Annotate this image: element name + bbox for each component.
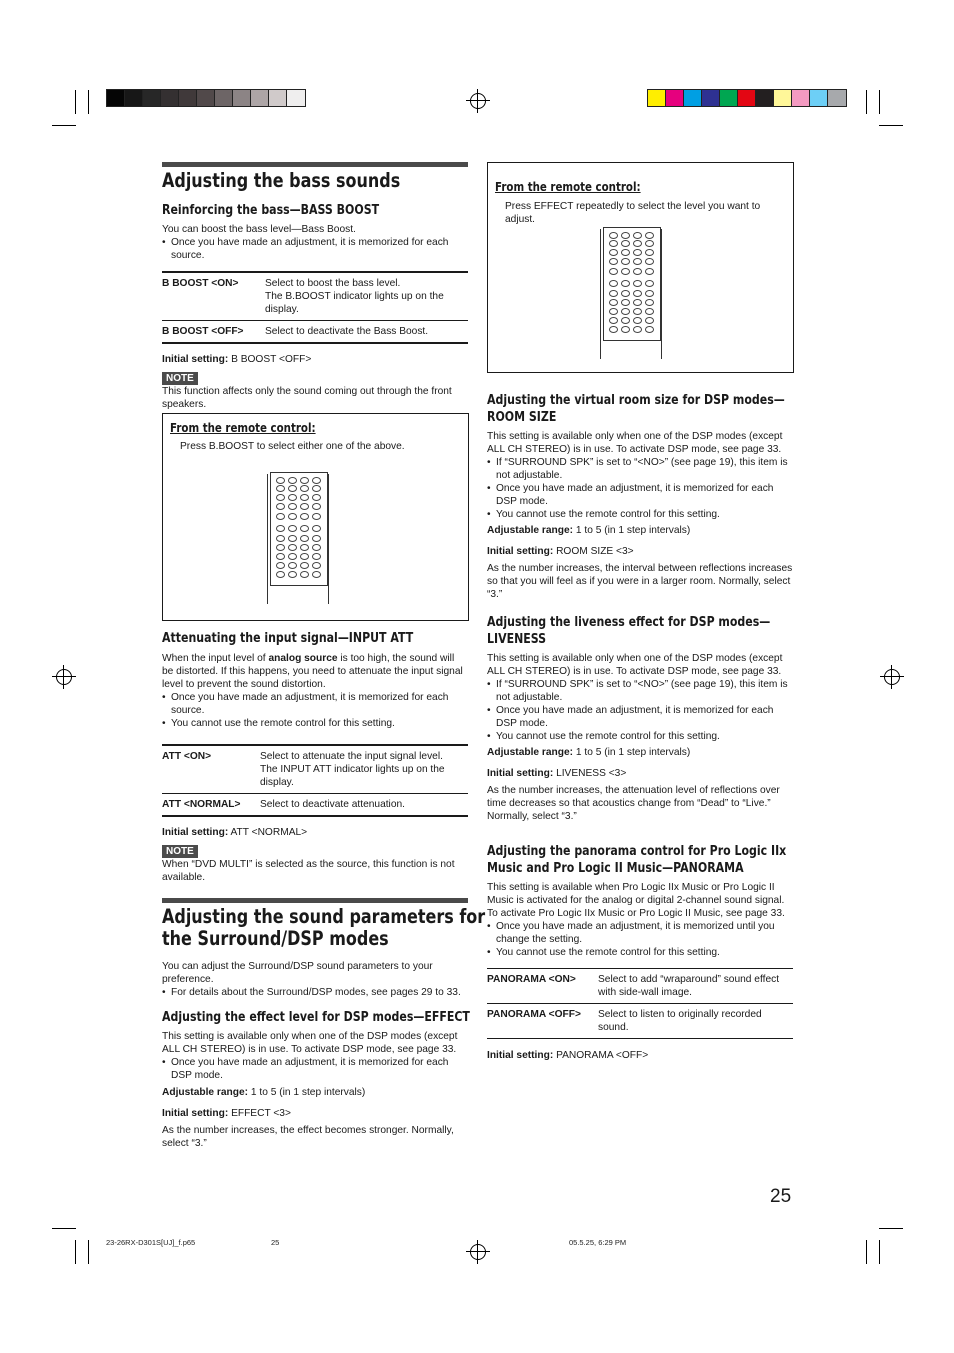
remote-button-icon: [312, 562, 321, 569]
att-note: When “DVD MULTI” is selected as the source, this function is not available.: [162, 859, 455, 883]
remote-button-icon: [609, 232, 618, 239]
liveness-bullet: • If “SURROUND SPK” is set to “<NO>” (see page 19), this item is not adjustable.: [487, 678, 793, 704]
panorama-bullet: • You cannot use the remote control for this setting.: [487, 946, 793, 959]
option-key: B BOOST <ON>: [162, 278, 239, 289]
note-badge: NOTE: [162, 845, 198, 858]
remote-button-icon: [276, 477, 285, 484]
registration-mark-icon: [470, 1244, 486, 1260]
room-initial-setting: Initial setting: ROOM SIZE <3>: [487, 546, 634, 557]
remote-button-icon: [300, 485, 309, 492]
remote-button-icon: [621, 240, 630, 247]
remote-box-text: Press B.BOOST to select either one of the above.: [180, 441, 405, 452]
remote-button-icon: [276, 485, 285, 492]
color-swatch: [720, 90, 738, 106]
remote-button-icon: [633, 326, 642, 333]
liveness-initial-setting: Initial setting: LIVENESS <3>: [487, 768, 627, 779]
remote-button-icon: [609, 308, 618, 315]
footer-file: 23-26RX-D301S[UJ]_f.p65: [106, 1238, 196, 1247]
heading-room-size-1: Adjusting the virtual room size for DSP modes—: [487, 393, 785, 408]
remote-button-icon: [609, 326, 618, 333]
bass-initial-setting: Initial setting: B BOOST <OFF>: [162, 354, 312, 365]
remote-button-icon: [645, 308, 654, 315]
remote-button-icon: [621, 290, 630, 297]
color-swatch: [666, 90, 684, 106]
remote-button-icon: [645, 249, 654, 256]
remote-button-icon: [645, 258, 654, 265]
remote-button-icon: [288, 571, 297, 578]
remote-button-icon: [645, 280, 654, 287]
remote-button-icon: [300, 494, 309, 501]
table-row: [162, 321, 468, 344]
surround-intro: You can adjust the Surround/DSP sound parameters to your preference.: [162, 961, 433, 985]
room-bullet: • If “SURROUND SPK” is set to “<NO>” (see page 19), this item is not adjustable.: [487, 456, 793, 482]
heading-room-size-2: ROOM SIZE: [487, 410, 557, 425]
remote-button-icon: [288, 544, 297, 551]
panorama-bullet: • Once you have made an adjustment, it is memorized until you change the setting.: [487, 920, 793, 946]
option-desc: Select to add “wraparound” sound effect with side-wall image.: [598, 974, 780, 998]
remote-button-icon: [609, 317, 618, 324]
color-swatch: [702, 90, 720, 106]
remote-button-icon: [609, 268, 618, 275]
registration-mark-icon: [470, 93, 486, 109]
liveness-intro: This setting is available only when one of the DSP modes (except ALL CH STEREO) is in use. To activate DSP mode, see page 33.: [487, 653, 783, 677]
remote-button-icon: [276, 525, 285, 532]
table-row: [162, 745, 468, 794]
att-initial-setting: Initial setting: ATT <NORMAL>: [162, 827, 308, 838]
remote-button-icon: [312, 513, 321, 520]
effect-bullet: • Once you have made an adjustment, it is memorized for each DSP mode.: [162, 1056, 468, 1082]
option-desc: Select to deactivate the Bass Boost.: [265, 326, 429, 337]
color-swatch: [233, 90, 251, 106]
remote-button-icon: [288, 513, 297, 520]
heading-surround-1: Adjusting the sound parameters for: [162, 905, 486, 928]
heading-bass-boost: Reinforcing the bass—BASS BOOST: [162, 203, 380, 218]
bass-boost-table: [162, 271, 468, 344]
table-row: [487, 1004, 793, 1039]
bass-intro: You can boost the bass level—Bass Boost.: [162, 224, 356, 235]
remote-box-text: Press EFFECT repeatedly to select the level you want to adjust.: [505, 201, 761, 225]
remote-button-icon: [621, 232, 630, 239]
option-key: B BOOST <OFF>: [162, 326, 244, 337]
bass-note: This function affects only the sound coming out through the front speakers.: [162, 386, 452, 410]
table-row: [162, 794, 468, 817]
color-swatch: [287, 90, 305, 106]
remote-control-icon: [270, 472, 328, 586]
remote-button-icon: [312, 535, 321, 542]
remote-button-icon: [312, 477, 321, 484]
remote-button-icon: [300, 553, 309, 560]
remote-button-icon: [300, 503, 309, 510]
room-description: As the number increases, the interval between reflections increases so that you will feel as if you were in a larger room. Normally, select “3.”: [487, 563, 793, 600]
remote-button-icon: [633, 317, 642, 324]
remote-button-icon: [633, 308, 642, 315]
remote-button-icon: [645, 290, 654, 297]
remote-button-icon: [645, 326, 654, 333]
left-column: [162, 162, 468, 411]
remote-button-icon: [609, 299, 618, 306]
att-bullet: • You cannot use the remote control for this setting.: [162, 717, 468, 730]
remote-button-icon: [276, 571, 285, 578]
option-desc: Select to attenuate the input signal level. The INPUT ATT indicator lights up on the display.: [260, 751, 445, 788]
panorama-intro: This setting is available when Pro Logic IIx Music or Pro Logic II Music is activated for the analog or digital 2-channel sound signal. To activate Pro Logic IIx Music or Pro Logic II Music, see page 33.: [487, 882, 785, 919]
color-swatch: [215, 90, 233, 106]
footer-page: 25: [271, 1238, 280, 1247]
remote-button-icon: [609, 290, 618, 297]
color-swatch: [756, 90, 774, 106]
remote-box-title: From the remote control:: [170, 420, 316, 435]
remote-button-icon: [633, 240, 642, 247]
remote-button-icon: [645, 299, 654, 306]
remote-button-icon: [633, 232, 642, 239]
remote-button-icon: [609, 240, 618, 247]
effect-range: Adjustable range: 1 to 5 (in 1 step intervals): [162, 1087, 366, 1098]
panorama-table: [487, 968, 793, 1039]
effect-intro: This setting is available only when one of the DSP modes (except ALL CH STEREO) is in use. To activate DSP mode, see page 33.: [162, 1031, 458, 1055]
right-column: [487, 392, 793, 1062]
room-bullet: • You cannot use the remote control for this setting.: [487, 508, 793, 521]
remote-button-icon: [621, 268, 630, 275]
remote-button-icon: [288, 494, 297, 501]
remote-button-icon: [633, 268, 642, 275]
effect-initial-setting: Initial setting: EFFECT <3>: [162, 1108, 291, 1119]
remote-button-icon: [645, 317, 654, 324]
color-swatch: [810, 90, 828, 106]
remote-button-icon: [312, 553, 321, 560]
remote-button-icon: [312, 525, 321, 532]
remote-button-icon: [288, 535, 297, 542]
heading-panorama-1: Adjusting the panorama control for Pro Logic IIx: [487, 844, 787, 859]
remote-button-icon: [312, 503, 321, 510]
registration-mark-icon: [884, 669, 900, 685]
table-row: [487, 969, 793, 1004]
option-desc: Select to boost the bass level. The B.BOOST indicator lights up on the display.: [265, 278, 444, 315]
liveness-range: Adjustable range: 1 to 5 (in 1 step intervals): [487, 747, 691, 758]
color-swatch: [251, 90, 269, 106]
option-key: ATT <NORMAL>: [162, 799, 241, 810]
remote-box-title: From the remote control:: [495, 179, 641, 194]
bass-bullet: • Once you have made an adjustment, it is memorized for each source.: [162, 236, 468, 262]
remote-button-icon: [288, 553, 297, 560]
option-key: PANORAMA <OFF>: [487, 1009, 581, 1020]
remote-button-icon: [276, 535, 285, 542]
color-swatch: [143, 90, 161, 106]
remote-button-icon: [276, 544, 285, 551]
liveness-bullet: • Once you have made an adjustment, it is memorized for each DSP mode.: [487, 704, 793, 730]
color-swatch: [684, 90, 702, 106]
heading-bass-sounds: Adjusting the bass sounds: [162, 169, 401, 192]
att-table: [162, 744, 468, 817]
remote-button-icon: [276, 513, 285, 520]
remote-button-icon: [621, 326, 630, 333]
heading-liveness-2: LIVENESS: [487, 632, 547, 647]
remote-button-icon: [621, 308, 630, 315]
remote-button-icon: [633, 280, 642, 287]
section-rule: [162, 898, 486, 950]
remote-button-icon: [621, 249, 630, 256]
surround-bullet: • For details about the Surround/DSP modes, see pages 29 to 33.: [162, 986, 468, 999]
table-row: [162, 272, 468, 321]
color-swatch: [828, 90, 846, 106]
remote-button-icon: [276, 494, 285, 501]
remote-button-icon: [633, 249, 642, 256]
remote-button-icon: [312, 485, 321, 492]
heading-panorama-2: Music and Pro Logic II Music—PANORAMA: [487, 861, 744, 876]
remote-button-icon: [312, 544, 321, 551]
color-swatch: [269, 90, 287, 106]
panorama-initial-setting: Initial setting: PANORAMA <OFF>: [487, 1050, 649, 1061]
remote-button-icon: [288, 503, 297, 510]
remote-button-icon: [300, 571, 309, 578]
remote-button-icon: [621, 258, 630, 265]
color-swatch: [125, 90, 143, 106]
att-bullet: • Once you have made an adjustment, it is memorized for each source.: [162, 691, 468, 717]
heading-input-att: Attenuating the input signal—INPUT ATT: [162, 631, 414, 646]
remote-button-icon: [609, 258, 618, 265]
section-rule: [162, 162, 468, 192]
remote-button-icon: [300, 477, 309, 484]
remote-control-box: [487, 162, 794, 373]
room-intro: This setting is available only when one of the DSP modes (except ALL CH STEREO) is in use. To activate DSP mode, see page 33.: [487, 431, 783, 455]
color-swatch: [197, 90, 215, 106]
liveness-bullet: • You cannot use the remote control for this setting.: [487, 730, 793, 743]
remote-button-icon: [633, 258, 642, 265]
registration-mark-icon: [56, 669, 72, 685]
remote-button-icon: [645, 268, 654, 275]
remote-control-icon: [603, 227, 661, 341]
liveness-description: As the number increases, the attenuation level of reflections over time decreases so that acoustics change from “Dead” to “Live.” Normally, select “3.”: [487, 785, 780, 822]
remote-button-icon: [609, 249, 618, 256]
footer-date: 05.5.25, 6:29 PM: [569, 1238, 627, 1247]
option-key: ATT <ON>: [162, 751, 212, 762]
remote-button-icon: [300, 525, 309, 532]
remote-button-icon: [300, 562, 309, 569]
color-swatch: [774, 90, 792, 106]
remote-button-icon: [633, 299, 642, 306]
remote-button-icon: [609, 280, 618, 287]
effect-description: As the number increases, the effect becomes stronger. Normally, select “3.”: [162, 1125, 454, 1149]
heading-effect: Adjusting the effect level for DSP modes—EFFECT: [162, 1010, 470, 1025]
remote-button-icon: [312, 494, 321, 501]
left-column-lower: [162, 630, 486, 1150]
color-swatch: [792, 90, 810, 106]
remote-button-icon: [312, 571, 321, 578]
room-bullet: • Once you have made an adjustment, it is memorized for each DSP mode.: [487, 482, 793, 508]
remote-button-icon: [276, 562, 285, 569]
color-swatch: [179, 90, 197, 106]
remote-button-icon: [288, 485, 297, 492]
remote-button-icon: [645, 232, 654, 239]
remote-button-icon: [300, 513, 309, 520]
color-swatch: [161, 90, 179, 106]
note-badge: NOTE: [162, 372, 198, 385]
option-desc: Select to listen to originally recorded sound.: [598, 1009, 762, 1033]
remote-button-icon: [645, 240, 654, 247]
option-key: PANORAMA <ON>: [487, 974, 576, 985]
att-intro: When the input level of analog source is too high, the sound will be distorted. If this happens, you need to attenuate the input signal level to prevent the sound distortion.: [162, 653, 463, 690]
color-swatch: [107, 90, 125, 106]
remote-button-icon: [288, 525, 297, 532]
remote-button-icon: [621, 280, 630, 287]
color-swatch: [738, 90, 756, 106]
remote-button-icon: [288, 562, 297, 569]
remote-button-icon: [300, 544, 309, 551]
remote-button-icon: [288, 477, 297, 484]
page-number: 25: [770, 1186, 792, 1207]
heading-liveness-1: Adjusting the liveness effect for DSP modes—: [487, 615, 771, 630]
remote-button-icon: [621, 317, 630, 324]
remote-button-icon: [633, 290, 642, 297]
remote-button-icon: [300, 535, 309, 542]
color-swatch: [648, 90, 666, 106]
remote-button-icon: [276, 553, 285, 560]
option-desc: Select to deactivate attenuation.: [260, 799, 405, 810]
remote-button-icon: [621, 299, 630, 306]
heading-surround-2: the Surround/DSP modes: [162, 927, 389, 950]
remote-control-box: [162, 413, 469, 621]
remote-button-icon: [276, 503, 285, 510]
room-range: Adjustable range: 1 to 5 (in 1 step intervals): [487, 525, 691, 536]
